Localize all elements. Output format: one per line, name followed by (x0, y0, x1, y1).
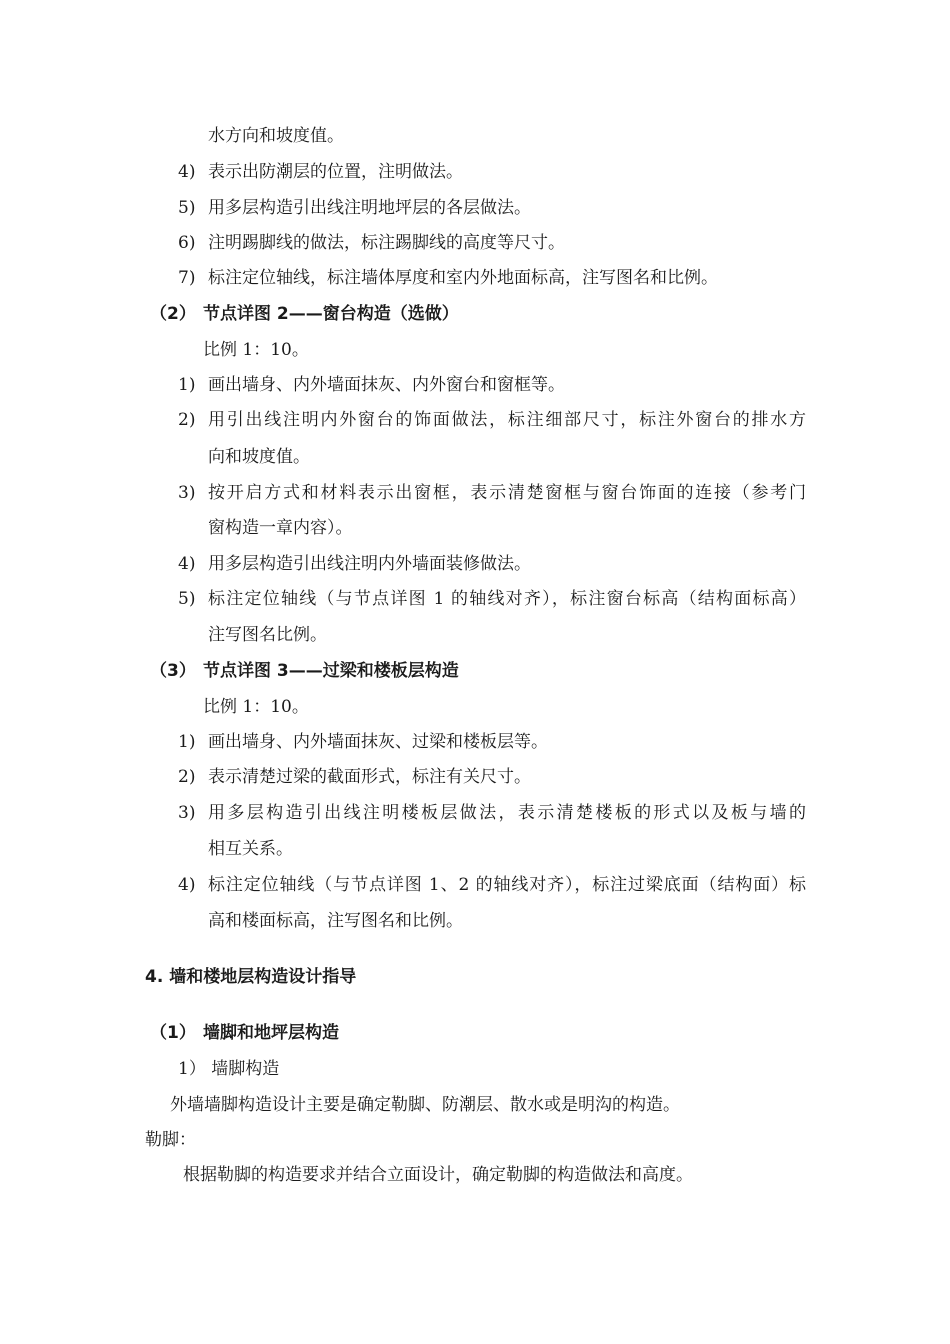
list-item-number: 1) (178, 375, 196, 395)
section-title: 节点详图 2——窗台构造（选做） (203, 304, 459, 324)
list-item-text: 标注定位轴线（与节点详图 1、2 的轴线对齐），标注过梁底面（结构面）标 (208, 875, 806, 895)
paragraph: 根据勒脚的构造要求并结合立面设计，确定勒脚的构造做法和高度。 (183, 1165, 693, 1185)
scale-note: 比例 1：10。 (203, 340, 309, 360)
list-item-text: 按开启方式和材料表示出窗框，表示清楚窗框与窗台饰面的连接（参考门 (208, 483, 806, 503)
list-item: 标注定位轴线，标注墙体厚度和室内外地面标高，注写图名和比例。 (208, 268, 718, 288)
list-item-text: 用引出线注明内外窗台的饰面做法，标注细部尺寸，标注外窗台的排水方 (208, 410, 806, 430)
section-number: （2） (150, 304, 196, 324)
list-item-number: 4) (178, 162, 196, 182)
list-item-continuation: 注写图名比例。 (208, 625, 327, 645)
chapter-heading: 4. 墙和楼地层构造设计指导 (145, 967, 357, 987)
list-item-number: 2) (178, 410, 196, 430)
list-item (208, 801, 806, 825)
list-item: 画出墙身、内外墙面抹灰、过梁和楼板层等。 (208, 732, 548, 752)
list-item: 用多层构造引出线注明内外墙面装修做法。 (208, 554, 531, 574)
list-item-number: 3) (178, 483, 196, 503)
list-item: 注明踢脚线的做法，标注踢脚线的高度等尺寸。 (208, 233, 565, 253)
list-item: 表示出防潮层的位置，注明做法。 (208, 162, 463, 182)
section-title: 节点详图 3——过梁和楼板层构造 (203, 661, 459, 681)
list-item-text: 用多层构造引出线注明楼板层做法，表示清楚楼板的形式以及板与墙的 (208, 803, 806, 823)
list-item-number: 5) (178, 589, 196, 609)
paragraph: 外墙墙脚构造设计主要是确定勒脚、防潮层、散水或是明沟的构造。 (170, 1095, 680, 1115)
section-title: 墙脚和地坪层构造 (203, 1023, 339, 1043)
list-item: 表示清楚过梁的截面形式，标注有关尺寸。 (208, 767, 531, 787)
label: 勒脚： (145, 1130, 196, 1150)
list-item-number: 1) (178, 732, 196, 752)
list-item: 画出墙身、内外墙面抹灰、内外窗台和窗框等。 (208, 375, 565, 395)
list-item (208, 587, 806, 611)
list-item-text: 标注定位轴线（与节点详图 1 的轴线对齐），标注窗台标高（结构面标高） (208, 589, 806, 609)
list-item-continuation: 高和楼面标高，注写图名和比例。 (208, 911, 463, 931)
list-item-number: 7) (178, 268, 196, 288)
section-number: （1） (150, 1023, 196, 1043)
list-item (208, 408, 806, 432)
list-item-continuation: 窗构造一章内容）。 (208, 518, 353, 538)
list-item (208, 481, 806, 505)
list-item-number: 4) (178, 554, 196, 574)
list-item-number: 3) (178, 803, 196, 823)
list-item (208, 873, 806, 897)
list-item: 用多层构造引出线注明地坪层的各层做法。 (208, 198, 531, 218)
scale-note: 比例 1：10。 (203, 697, 309, 717)
item-continuation: 水方向和坡度值。 (208, 126, 344, 146)
sub-item: 1） 墙脚构造 (178, 1059, 280, 1079)
list-item-continuation: 相互关系。 (208, 839, 293, 859)
list-item-continuation: 向和坡度值。 (208, 447, 310, 467)
list-item-number: 2) (178, 767, 196, 787)
list-item-number: 5) (178, 198, 196, 218)
list-item-number: 4) (178, 875, 196, 895)
section-number: （3） (150, 661, 196, 681)
list-item-number: 6) (178, 233, 196, 253)
